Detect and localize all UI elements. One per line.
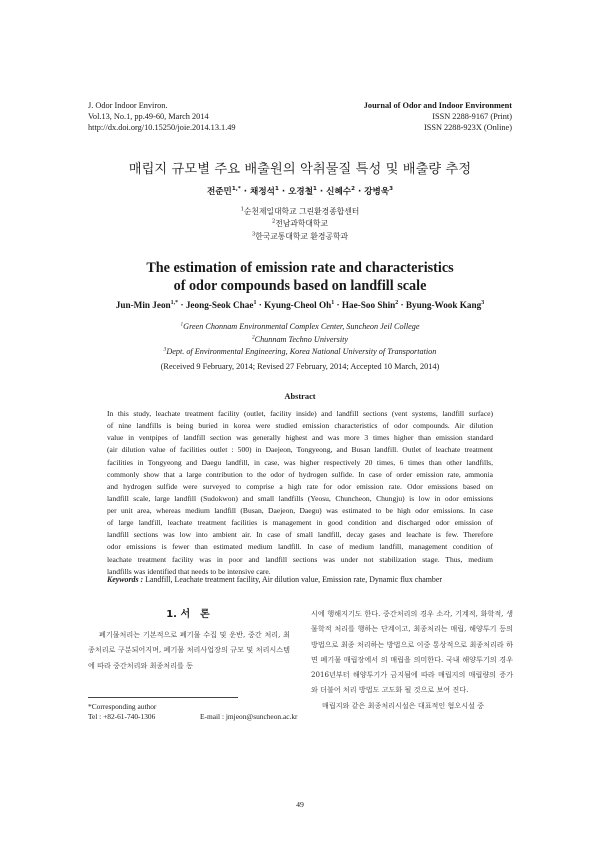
footnote-contact [88,712,298,722]
doi-link[interactable]: http://dx.doi.org/10.15250/joie.2014.13.1.49 [88,123,236,133]
title-line: of odor compounds based on landfill scale [173,277,427,294]
paper-title-english [0,260,600,295]
abstract-line: leachate treatment facility was in poor and landfill sections was under not stabilization stage. Thus, medium [107,554,493,564]
abstract-line: landfill scale, large landfill (Sudokwon) and small landfills (Yeosu, Chuncheon, Chungju) is low in odor emissions [107,493,493,503]
abstract-line: value in ventpipes of landfill section was generally highest and was more 3 times higher than emission standard [107,433,493,443]
footnote-email[interactable]: E-mail : jmjeon@suncheon.ac.kr [200,712,298,722]
author-list-english [0,300,600,310]
affiliation-korean: $^1$순천제일대학교 그린환경종합센터 [240,206,360,216]
journal-name: Journal of Odor and Indoor Environment [363,101,512,110]
paper-title-korean: 매립지 규모별 주요 배출원의 악취물질 특성 및 배출량 추정 [128,162,472,177]
body-paragraph: 시에 행해지기도 한다. 중간처리의 경우 소각, 기계적, 화학적, 생물학적 처리를 행하는 단계이고, 최종처리는 매립, 해양투기 등의 방법으로 최종 처리하는 방법으로 이중 통상적으로 최종처리라 하면 폐기물 매립장에서 의 매립을 의미한다. 국내 해양투기의 경우 2016년부터 해양투기가 금지됨에 따라 매립지의 매립량의 증가와 더불어 처리 방법도 고도화 될 것으로 보여 진다. [311,609,513,695]
abstract-line: (air dilution value of facilities outlet : 500) in Daejeon, Tongyeong, and Busan landfill. Outlet of leachate treatment [107,445,493,455]
author-list-korean [0,185,600,197]
section-heading-introduction: 1. 서 론 [166,609,210,620]
abstract-line: landfill sections was low into ambient air. In case of small landfill, decay gases and leachate is few. Therefore [107,530,493,540]
page-number: 49 [296,800,304,809]
abstract-line: In this study, leachate treatment facility (outlet, facility inside) and landfill sections (vent systems, landfill surface) [107,409,493,418]
author-korean: 강병욱$^3$ [364,186,394,197]
abstract-line: landfills was identified that needs to be intensive care. [107,566,271,576]
journal-header-left [88,100,236,134]
affiliation-korean: $^2$전남과학대학교 [272,218,328,229]
keywords-text: Landfill, Leachate treatment facility, Air dilution value, Emission rate, Dynamic flux chamber [143,575,442,584]
keywords [107,575,507,584]
footnote-label: *Corresponding author [88,702,157,711]
affiliation-english: $^3$Dept. of Environmental Engineering, Korea National University of Transportation [163,346,437,357]
footnote-divider [88,697,238,698]
body-paragraph: 매립지와 같은 최종처리시설은 대표적인 혐오시설 중 [322,700,485,710]
author-english: Jeong-Seok Chae$^1$ [185,299,257,310]
affiliation-korean: $^3$한국교통대학교 환경공학과 [251,231,349,241]
abstract-heading: Abstract [284,392,316,401]
issn-print: ISSN 2288-9167 (Print) [432,112,512,122]
journal-header-right [364,100,512,134]
author-english: Hae-Soo Shin$^2$ [341,299,399,310]
body-paragraph: 폐기물처리는 기본적으로 폐기물 수집 및 운반, 중간 처리, 최종처리로 구분되어지며, 폐기물 처리사업장의 규모 및 처리시스템에 따라 중간처리와 최종처리를 동 [88,630,291,670]
title-line: The estimation of emission rate and characteristics [146,260,454,276]
abstract-line: per unit area, whereas medium landfill (Busan, Daejeon, Daegu) was estimated to be high odor emissions. In case [107,506,493,515]
affiliation-english: $^1$Green Chonnam Environmental Complex Center, Suncheon Jeil College [180,321,420,331]
body-column-right [311,606,513,713]
author-korean: 채정석$^1$ [250,186,279,197]
author-separator: · [243,187,248,197]
received-dates: (Received 9 February, 2014; Revised 27 February, 2014; Accepted 10 March, 2014) [160,362,440,371]
author-separator: · [357,187,362,197]
abstract-line: odor emissions is fewer than estimated medium landfill. In case of medium landfill, management condition of [107,542,493,552]
author-korean: 오경철$^1$ [288,186,317,197]
author-separator: · [319,187,324,197]
author-english: Jun-Min Jeon$^{1,*}$ [115,299,179,310]
issn-online: ISSN 2288-923X (Online) [423,123,512,133]
abstract-line: of nine landfills is being buried in korea were studied emission characteristics of odor compounds. Air dilution [107,421,493,431]
body-column-left [88,627,290,673]
author-korean: 전준민$^{1,*}$ [206,186,241,197]
abstract-line: of large landfill, leachate treatment facilities is management in good condition and discharged odor emission of [107,518,493,528]
author-english: Byung-Wook Kang$^3$ [405,299,485,310]
author-separator: · [400,300,404,310]
author-separator: · [258,300,262,310]
abstract-line: commonly show that a large contribution to the odor of hydrogen sulfide. In case of order emission rate, ammonia [107,469,493,479]
author-korean: 신혜수$^2$ [326,186,355,197]
abstract-line: facilities in Tongyeong and Daegu landfill, in case, was higher respectively 20 times, 6 times than other landfills, [107,457,493,467]
abstract-body [107,408,493,578]
author-separator: · [281,187,286,197]
volume-info: Vol.13, No.1, pp.49-60, March 2014 [88,112,209,122]
author-separator: · [180,300,184,310]
affiliations-korean [0,206,600,243]
author-separator: · [336,300,340,310]
affiliation-english: $^2$Chunnam Techno University [251,333,349,344]
corresponding-author-footnote [88,702,298,722]
footnote-tel: Tel : +82-61-740-1306 [88,712,156,722]
keywords-label: Keywords : [107,575,144,584]
abstract-line: and hydrogen sulfide were surveyed to comprise a high rate for odor emission rate. Odor emissions based on [107,481,493,491]
journal-abbrev: J. Odor Indoor Environ. [88,101,168,110]
affiliations-english [0,321,600,359]
author-english: Kyung-Cheol Oh$^1$ [264,299,335,310]
